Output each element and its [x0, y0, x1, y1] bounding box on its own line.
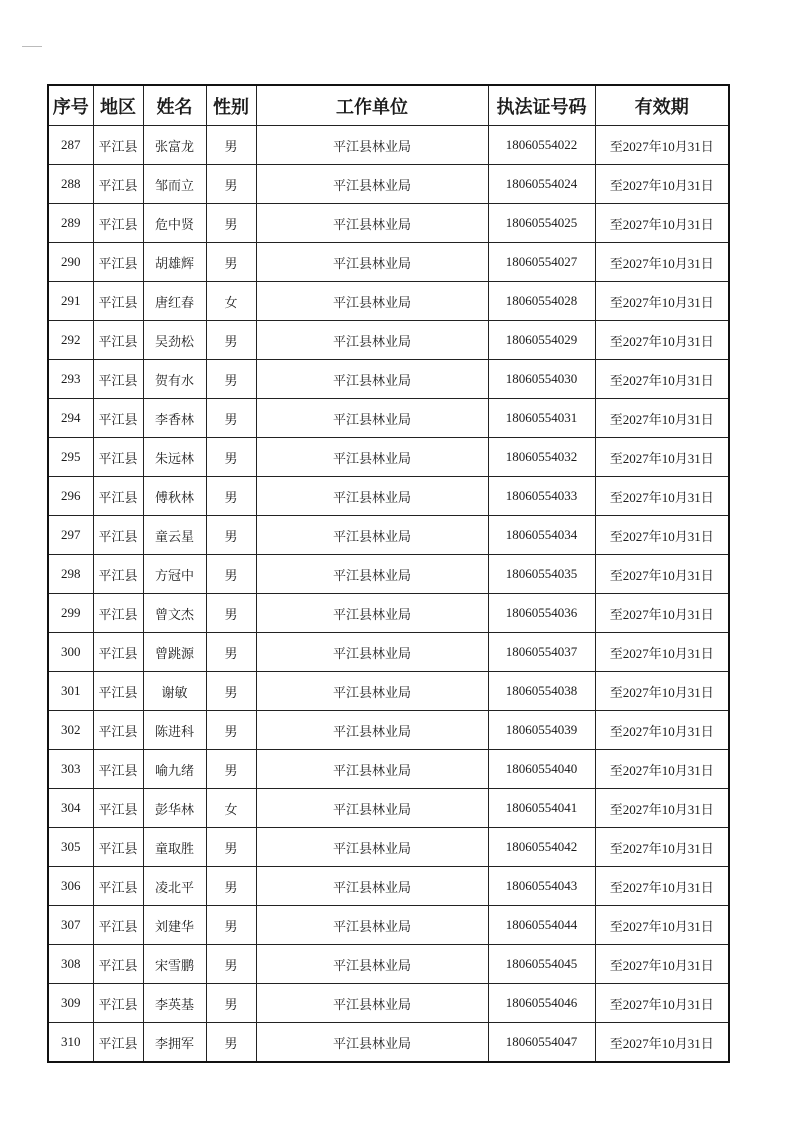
row-number: 297 [48, 516, 93, 555]
expiry-cell: 至2027年10月31日 [595, 477, 729, 516]
header-cert: 执法证号码 [488, 85, 595, 126]
table-row [48, 594, 729, 633]
region-cell: 平江县 [93, 516, 143, 555]
unit-cell: 平江县林业局 [256, 477, 488, 516]
region-cell: 平江县 [93, 828, 143, 867]
gender-cell: 男 [206, 750, 256, 789]
gender-cell: 男 [206, 477, 256, 516]
name-cell: 邹而立 [143, 165, 206, 204]
row-number: 296 [48, 477, 93, 516]
name-cell: 喻九绪 [143, 750, 206, 789]
expiry-cell: 至2027年10月31日 [595, 633, 729, 672]
table-row [48, 399, 729, 438]
cert-number-cell: 18060554043 [488, 867, 595, 906]
row-number: 299 [48, 594, 93, 633]
unit-cell: 平江县林业局 [256, 165, 488, 204]
cert-number-cell: 18060554024 [488, 165, 595, 204]
gender-cell: 男 [206, 672, 256, 711]
expiry-cell: 至2027年10月31日 [595, 711, 729, 750]
row-number: 302 [48, 711, 93, 750]
expiry-cell: 至2027年10月31日 [595, 555, 729, 594]
personnel-table [47, 84, 730, 1063]
gender-cell: 男 [206, 1023, 256, 1063]
region-cell: 平江县 [93, 204, 143, 243]
name-cell: 胡雄辉 [143, 243, 206, 282]
expiry-cell: 至2027年10月31日 [595, 204, 729, 243]
table-row [48, 867, 729, 906]
name-cell: 曾跳源 [143, 633, 206, 672]
table-row [48, 945, 729, 984]
row-number: 295 [48, 438, 93, 477]
unit-cell: 平江县林业局 [256, 1023, 488, 1063]
name-cell: 宋雪鹏 [143, 945, 206, 984]
unit-cell: 平江县林业局 [256, 360, 488, 399]
gender-cell: 男 [206, 126, 256, 165]
expiry-cell: 至2027年10月31日 [595, 945, 729, 984]
gender-cell: 男 [206, 438, 256, 477]
expiry-cell: 至2027年10月31日 [595, 828, 729, 867]
name-cell: 唐红春 [143, 282, 206, 321]
region-cell: 平江县 [93, 165, 143, 204]
name-cell: 刘建华 [143, 906, 206, 945]
region-cell: 平江县 [93, 711, 143, 750]
region-cell: 平江县 [93, 399, 143, 438]
region-cell: 平江县 [93, 1023, 143, 1063]
table-row [48, 438, 729, 477]
cert-number-cell: 18060554033 [488, 477, 595, 516]
table-row [48, 243, 729, 282]
cert-number-cell: 18060554037 [488, 633, 595, 672]
table-row [48, 321, 729, 360]
expiry-cell: 至2027年10月31日 [595, 984, 729, 1023]
expiry-cell: 至2027年10月31日 [595, 516, 729, 555]
row-number: 310 [48, 1023, 93, 1063]
region-cell: 平江县 [93, 984, 143, 1023]
gender-cell: 男 [206, 360, 256, 399]
gender-cell: 男 [206, 321, 256, 360]
region-cell: 平江县 [93, 633, 143, 672]
row-number: 288 [48, 165, 93, 204]
name-cell: 傅秋林 [143, 477, 206, 516]
header-gender: 性别 [206, 85, 256, 126]
unit-cell: 平江县林业局 [256, 399, 488, 438]
cert-number-cell: 18060554027 [488, 243, 595, 282]
table-row [48, 126, 729, 165]
cert-number-cell: 18060554045 [488, 945, 595, 984]
row-number: 301 [48, 672, 93, 711]
unit-cell: 平江县林业局 [256, 828, 488, 867]
expiry-cell: 至2027年10月31日 [595, 594, 729, 633]
cert-number-cell: 18060554039 [488, 711, 595, 750]
cert-number-cell: 18060554047 [488, 1023, 595, 1063]
expiry-cell: 至2027年10月31日 [595, 360, 729, 399]
region-cell: 平江县 [93, 945, 143, 984]
row-number: 290 [48, 243, 93, 282]
unit-cell: 平江县林业局 [256, 789, 488, 828]
gender-cell: 女 [206, 789, 256, 828]
table-row [48, 672, 729, 711]
expiry-cell: 至2027年10月31日 [595, 282, 729, 321]
cert-number-cell: 18060554031 [488, 399, 595, 438]
unit-cell: 平江县林业局 [256, 984, 488, 1023]
name-cell: 朱远林 [143, 438, 206, 477]
region-cell: 平江县 [93, 906, 143, 945]
name-cell: 李英基 [143, 984, 206, 1023]
region-cell: 平江县 [93, 867, 143, 906]
gender-cell: 男 [206, 555, 256, 594]
region-cell: 平江县 [93, 594, 143, 633]
row-number: 294 [48, 399, 93, 438]
name-cell: 贺有水 [143, 360, 206, 399]
header-expiry: 有效期 [595, 85, 729, 126]
expiry-cell: 至2027年10月31日 [595, 750, 729, 789]
cert-number-cell: 18060554040 [488, 750, 595, 789]
unit-cell: 平江县林业局 [256, 906, 488, 945]
name-cell: 危中贤 [143, 204, 206, 243]
region-cell: 平江县 [93, 750, 143, 789]
expiry-cell: 至2027年10月31日 [595, 165, 729, 204]
region-cell: 平江县 [93, 555, 143, 594]
gender-cell: 男 [206, 399, 256, 438]
cert-number-cell: 18060554046 [488, 984, 595, 1023]
row-number: 305 [48, 828, 93, 867]
region-cell: 平江县 [93, 789, 143, 828]
table-row [48, 828, 729, 867]
gender-cell: 男 [206, 516, 256, 555]
cert-number-cell: 18060554030 [488, 360, 595, 399]
cert-number-cell: 18060554041 [488, 789, 595, 828]
expiry-cell: 至2027年10月31日 [595, 867, 729, 906]
table-row [48, 711, 729, 750]
expiry-cell: 至2027年10月31日 [595, 126, 729, 165]
gender-cell: 男 [206, 828, 256, 867]
gender-cell: 男 [206, 867, 256, 906]
cert-number-cell: 18060554028 [488, 282, 595, 321]
unit-cell: 平江县林业局 [256, 750, 488, 789]
table-row [48, 633, 729, 672]
row-number: 306 [48, 867, 93, 906]
expiry-cell: 至2027年10月31日 [595, 243, 729, 282]
table-row [48, 906, 729, 945]
row-number: 304 [48, 789, 93, 828]
gender-cell: 男 [206, 906, 256, 945]
table-row [48, 165, 729, 204]
table-row [48, 360, 729, 399]
expiry-cell: 至2027年10月31日 [595, 438, 729, 477]
header-region: 地区 [93, 85, 143, 126]
unit-cell: 平江县林业局 [256, 243, 488, 282]
cert-number-cell: 18060554038 [488, 672, 595, 711]
unit-cell: 平江县林业局 [256, 438, 488, 477]
unit-cell: 平江县林业局 [256, 282, 488, 321]
unit-cell: 平江县林业局 [256, 204, 488, 243]
cert-number-cell: 18060554036 [488, 594, 595, 633]
unit-cell: 平江县林业局 [256, 633, 488, 672]
table-row [48, 750, 729, 789]
table-row [48, 1023, 729, 1063]
expiry-cell: 至2027年10月31日 [595, 1023, 729, 1063]
name-cell: 李拥军 [143, 1023, 206, 1063]
name-cell: 张富龙 [143, 126, 206, 165]
table-body [48, 126, 729, 1063]
cert-number-cell: 18060554044 [488, 906, 595, 945]
expiry-cell: 至2027年10月31日 [595, 321, 729, 360]
header-no: 序号 [48, 85, 93, 126]
region-cell: 平江县 [93, 126, 143, 165]
row-number: 293 [48, 360, 93, 399]
region-cell: 平江县 [93, 321, 143, 360]
row-number: 303 [48, 750, 93, 789]
gender-cell: 男 [206, 711, 256, 750]
cert-number-cell: 18060554025 [488, 204, 595, 243]
region-cell: 平江县 [93, 477, 143, 516]
unit-cell: 平江县林业局 [256, 867, 488, 906]
scan-mark [22, 46, 42, 47]
unit-cell: 平江县林业局 [256, 945, 488, 984]
header-name: 姓名 [143, 85, 206, 126]
gender-cell: 男 [206, 165, 256, 204]
unit-cell: 平江县林业局 [256, 594, 488, 633]
table-row [48, 516, 729, 555]
table-row [48, 282, 729, 321]
row-number: 307 [48, 906, 93, 945]
row-number: 308 [48, 945, 93, 984]
row-number: 298 [48, 555, 93, 594]
unit-cell: 平江县林业局 [256, 516, 488, 555]
unit-cell: 平江县林业局 [256, 126, 488, 165]
cert-number-cell: 18060554034 [488, 516, 595, 555]
name-cell: 吴劲松 [143, 321, 206, 360]
region-cell: 平江县 [93, 672, 143, 711]
table-row [48, 789, 729, 828]
expiry-cell: 至2027年10月31日 [595, 906, 729, 945]
table-row [48, 984, 729, 1023]
region-cell: 平江县 [93, 360, 143, 399]
gender-cell: 男 [206, 984, 256, 1023]
region-cell: 平江县 [93, 438, 143, 477]
unit-cell: 平江县林业局 [256, 672, 488, 711]
unit-cell: 平江县林业局 [256, 321, 488, 360]
expiry-cell: 至2027年10月31日 [595, 789, 729, 828]
row-number: 291 [48, 282, 93, 321]
unit-cell: 平江县林业局 [256, 555, 488, 594]
cert-number-cell: 18060554035 [488, 555, 595, 594]
cert-number-cell: 18060554032 [488, 438, 595, 477]
region-cell: 平江县 [93, 243, 143, 282]
table-row [48, 204, 729, 243]
region-cell: 平江县 [93, 282, 143, 321]
row-number: 289 [48, 204, 93, 243]
row-number: 309 [48, 984, 93, 1023]
name-cell: 童云星 [143, 516, 206, 555]
cert-number-cell: 18060554042 [488, 828, 595, 867]
expiry-cell: 至2027年10月31日 [595, 672, 729, 711]
name-cell: 方冠中 [143, 555, 206, 594]
gender-cell: 男 [206, 204, 256, 243]
cert-number-cell: 18060554022 [488, 126, 595, 165]
gender-cell: 男 [206, 633, 256, 672]
row-number: 300 [48, 633, 93, 672]
name-cell: 李香林 [143, 399, 206, 438]
name-cell: 凌北平 [143, 867, 206, 906]
unit-cell: 平江县林业局 [256, 711, 488, 750]
gender-cell: 男 [206, 243, 256, 282]
name-cell: 陈进科 [143, 711, 206, 750]
gender-cell: 男 [206, 594, 256, 633]
row-number: 292 [48, 321, 93, 360]
table-row [48, 477, 729, 516]
expiry-cell: 至2027年10月31日 [595, 399, 729, 438]
gender-cell: 女 [206, 282, 256, 321]
row-number: 287 [48, 126, 93, 165]
gender-cell: 男 [206, 945, 256, 984]
cert-number-cell: 18060554029 [488, 321, 595, 360]
table-row [48, 555, 729, 594]
name-cell: 彭华林 [143, 789, 206, 828]
header-unit: 工作单位 [256, 85, 488, 126]
name-cell: 曾文杰 [143, 594, 206, 633]
name-cell: 谢敏 [143, 672, 206, 711]
table-header-row [48, 85, 729, 126]
name-cell: 童取胜 [143, 828, 206, 867]
